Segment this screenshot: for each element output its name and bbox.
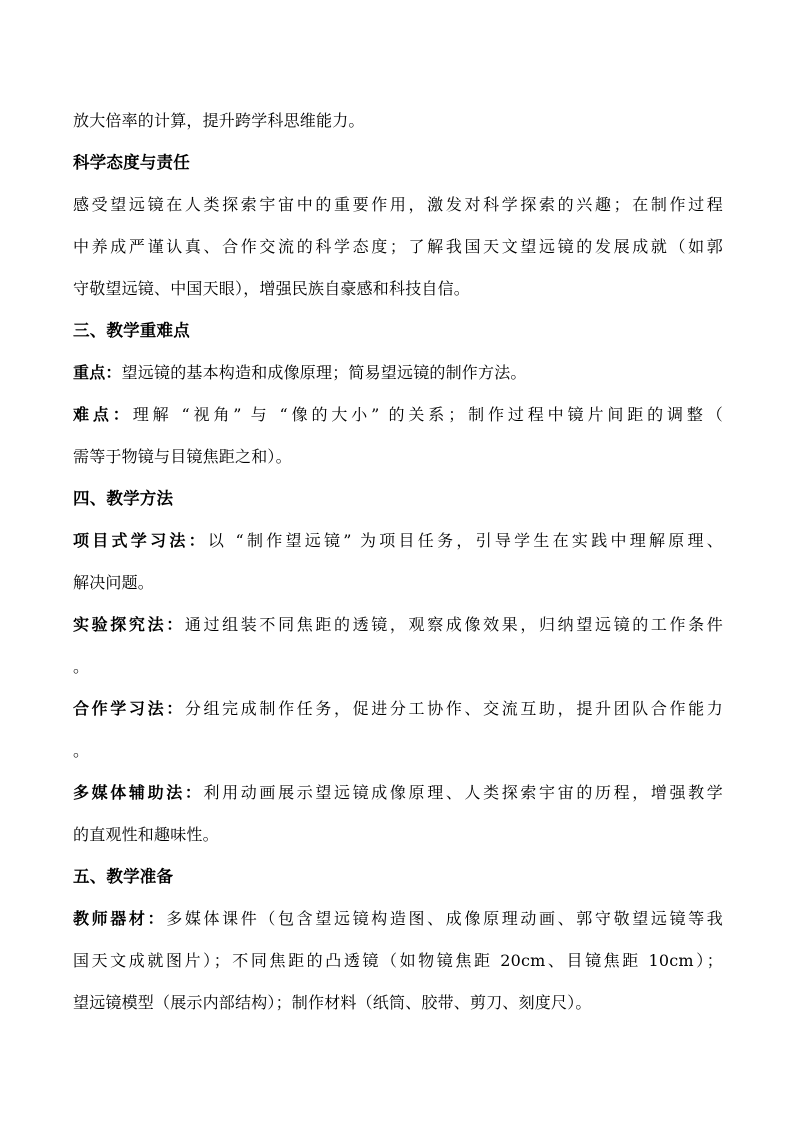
teacher-equipment-label: 教师器材： [73,909,167,928]
key-point-line [73,352,723,394]
method-project-text: 以 “制作望远镜” 为项目任务，引导学生在实践中理解原理、 [207,531,723,550]
difficult-point-text: 理解 “视角” 与 “像的大小” 的关系；制作过程中镜片间距的调整（ [132,405,723,424]
difficult-point-line [73,394,723,436]
document-body [73,100,723,1024]
body-text: 感受望远镜在人类探索宇宙中的重要作用，激发对科学探索的兴趣；在制作过程 [73,195,723,214]
paragraph-line [73,982,723,1024]
method-cooperative-text: 分组完成制作任务，促进分工协作、交流互助，提升团队合作能力 [184,699,724,718]
body-text: 的直观性和趣味性。 [73,825,219,844]
method-cooperative-line [73,688,723,730]
section-heading-key-difficult-points [73,310,723,352]
body-text: 放大倍率的计算，提升跨学科思维能力。 [73,111,365,130]
section-heading-teaching-methods [73,478,723,520]
teacher-equipment-line [73,898,723,940]
paragraph-line [73,184,723,226]
paragraph-line [73,562,723,604]
method-experiment-line [73,604,723,646]
method-multimedia-line [73,772,723,814]
method-multimedia-label: 多媒体辅助法： [73,783,204,802]
body-text: 望远镜模型（展示内部结构）；制作材料（纸筒、胶带、剪刀、刻度尺）。 [73,993,592,1012]
body-text: 中养成严谨认真、合作交流的科学态度；了解我国天文望远镜的发展成就（如郭 [73,237,723,256]
key-point-text: 望远镜的基本构造和成像原理；简易望远镜的制作方法。 [121,363,527,382]
body-text: 。 [73,657,90,676]
body-text: 。 [73,741,90,760]
difficult-point-label: 难点： [73,405,133,424]
section-heading-science-attitude [73,142,723,184]
method-project-line [73,520,723,562]
paragraph-line [73,814,723,856]
method-cooperative-label: 合作学习法： [73,699,185,718]
paragraph-line [73,226,723,268]
paragraph-line [73,268,723,310]
method-multimedia-text: 利用动画展示望远镜成像原理、人类探索宇宙的历程，增强教学 [203,783,724,802]
body-text: 国天文成就图片）；不同焦距的凸透镜（如物镜焦距 20cm、目镜焦距 10cm）； [73,951,723,970]
paragraph-line [73,940,723,982]
heading-text: 四、教学方法 [73,489,174,508]
heading-text: 科学态度与责任 [73,153,190,172]
method-experiment-label: 实验探究法： [73,615,185,634]
paragraph-line [73,646,723,688]
section-heading-teaching-preparation [73,856,723,898]
body-text: 守敬望远镜、中国天眼），增强民族自豪感和科技自信。 [73,279,471,298]
body-text: 解决问题。 [73,573,155,592]
paragraph-line [73,100,723,142]
key-point-label: 重点： [73,363,122,382]
paragraph-line [73,730,723,772]
paragraph-line [73,436,723,478]
method-project-label: 项目式学习法： [73,531,208,550]
heading-text: 五、教学准备 [73,867,174,886]
method-experiment-text: 通过组装不同焦距的透镜，观察成像效果，归纳望远镜的工作条件 [184,615,724,634]
teacher-equipment-text: 多媒体课件（包含望远镜构造图、成像原理动画、郭守敬望远镜等我 [166,909,723,928]
body-text: 需等于物镜与目镜焦距之和）。 [73,447,292,466]
heading-text: 三、教学重难点 [73,321,190,340]
